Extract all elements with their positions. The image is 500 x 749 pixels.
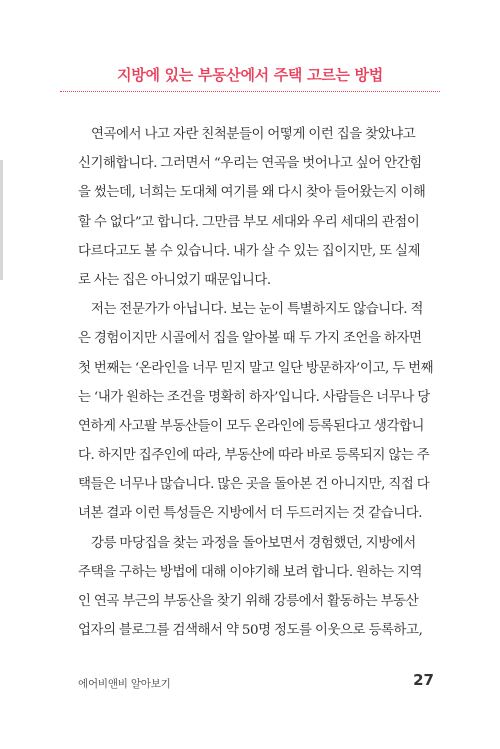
body-line: 저는 전문가가 아닙니다. 보는 눈이 특별하지도 않습니다. 적 bbox=[91, 302, 424, 318]
body-line: 첫 번째는 ‘온라인을 너무 믿지 말고 일단 방문하자’이고, 두 번째 bbox=[78, 360, 434, 376]
body-line: 다. 하지만 집주인에 따라, 부동산에 따라 바로 등록되지 않는 주 bbox=[78, 448, 430, 464]
body-line: 은 경험이지만 시골에서 집을 알아볼 때 두 가지 조언을 하자면 bbox=[78, 331, 422, 347]
page-number: 27 bbox=[413, 671, 434, 689]
body-line: 다르다고도 볼 수 있습니다. 내가 살 수 있는 집이지만, 또 실제 bbox=[78, 243, 421, 259]
body-line: 녀본 결과 이런 특성들은 지방에서 더 두드러지는 것 같습니다. bbox=[78, 506, 423, 522]
body-line: 로 사는 집은 아니었기 때문입니다. bbox=[78, 272, 271, 288]
body-line: 연곡에서 나고 자란 친척분들이 어떻게 이런 집을 찾았냐고 bbox=[91, 127, 416, 142]
body-line: 주택을 구하는 방법에 대해 이야기해 보려 합니다. 원하는 지역 bbox=[78, 564, 423, 580]
body-line: 인 연곡 부근의 부동산을 찾기 위해 강릉에서 활동하는 부동산 bbox=[78, 594, 419, 609]
body-line: 강릉 마당집을 찾는 과정을 돌아보면서 경험했던, 지방에서 bbox=[91, 535, 416, 551]
section-title: 지방에 있는 부동산에서 주택 고르는 방법 bbox=[117, 66, 383, 84]
body-line: 업자의 블로그를 검색해서 약 50명 정도를 이웃으로 등록하고, bbox=[78, 623, 423, 639]
running-footer-title: 에어비앤비 알아보기 bbox=[78, 678, 171, 690]
title-dotted-rule bbox=[60, 91, 440, 92]
body-line: 신기해합니다. 그러면서 “우리는 연곡을 벗어나고 싶어 안간힘 bbox=[78, 156, 422, 172]
body-line: 할 수 없다”고 합니다. 그만큼 부모 세대와 우리 세대의 관점이 bbox=[78, 214, 420, 230]
body-line: 택들은 너무나 많습니다. 많은 곳을 돌아본 건 아니지만, 직접 다 bbox=[78, 477, 430, 493]
body-text bbox=[78, 120, 448, 645]
body-line: 연하게 사고팔 부동산들이 모두 온라인에 등록된다고 생각합니 bbox=[78, 418, 425, 434]
body-line: 는 ‘내가 원하는 조건을 명확히 하자’입니다. 사람들은 너무나 당 bbox=[78, 389, 430, 405]
page-edge-mark bbox=[0, 160, 3, 280]
body-line: 을 썼는데, 너희는 도대체 여기를 왜 다시 찾아 들어왔는지 이해 bbox=[78, 185, 426, 201]
